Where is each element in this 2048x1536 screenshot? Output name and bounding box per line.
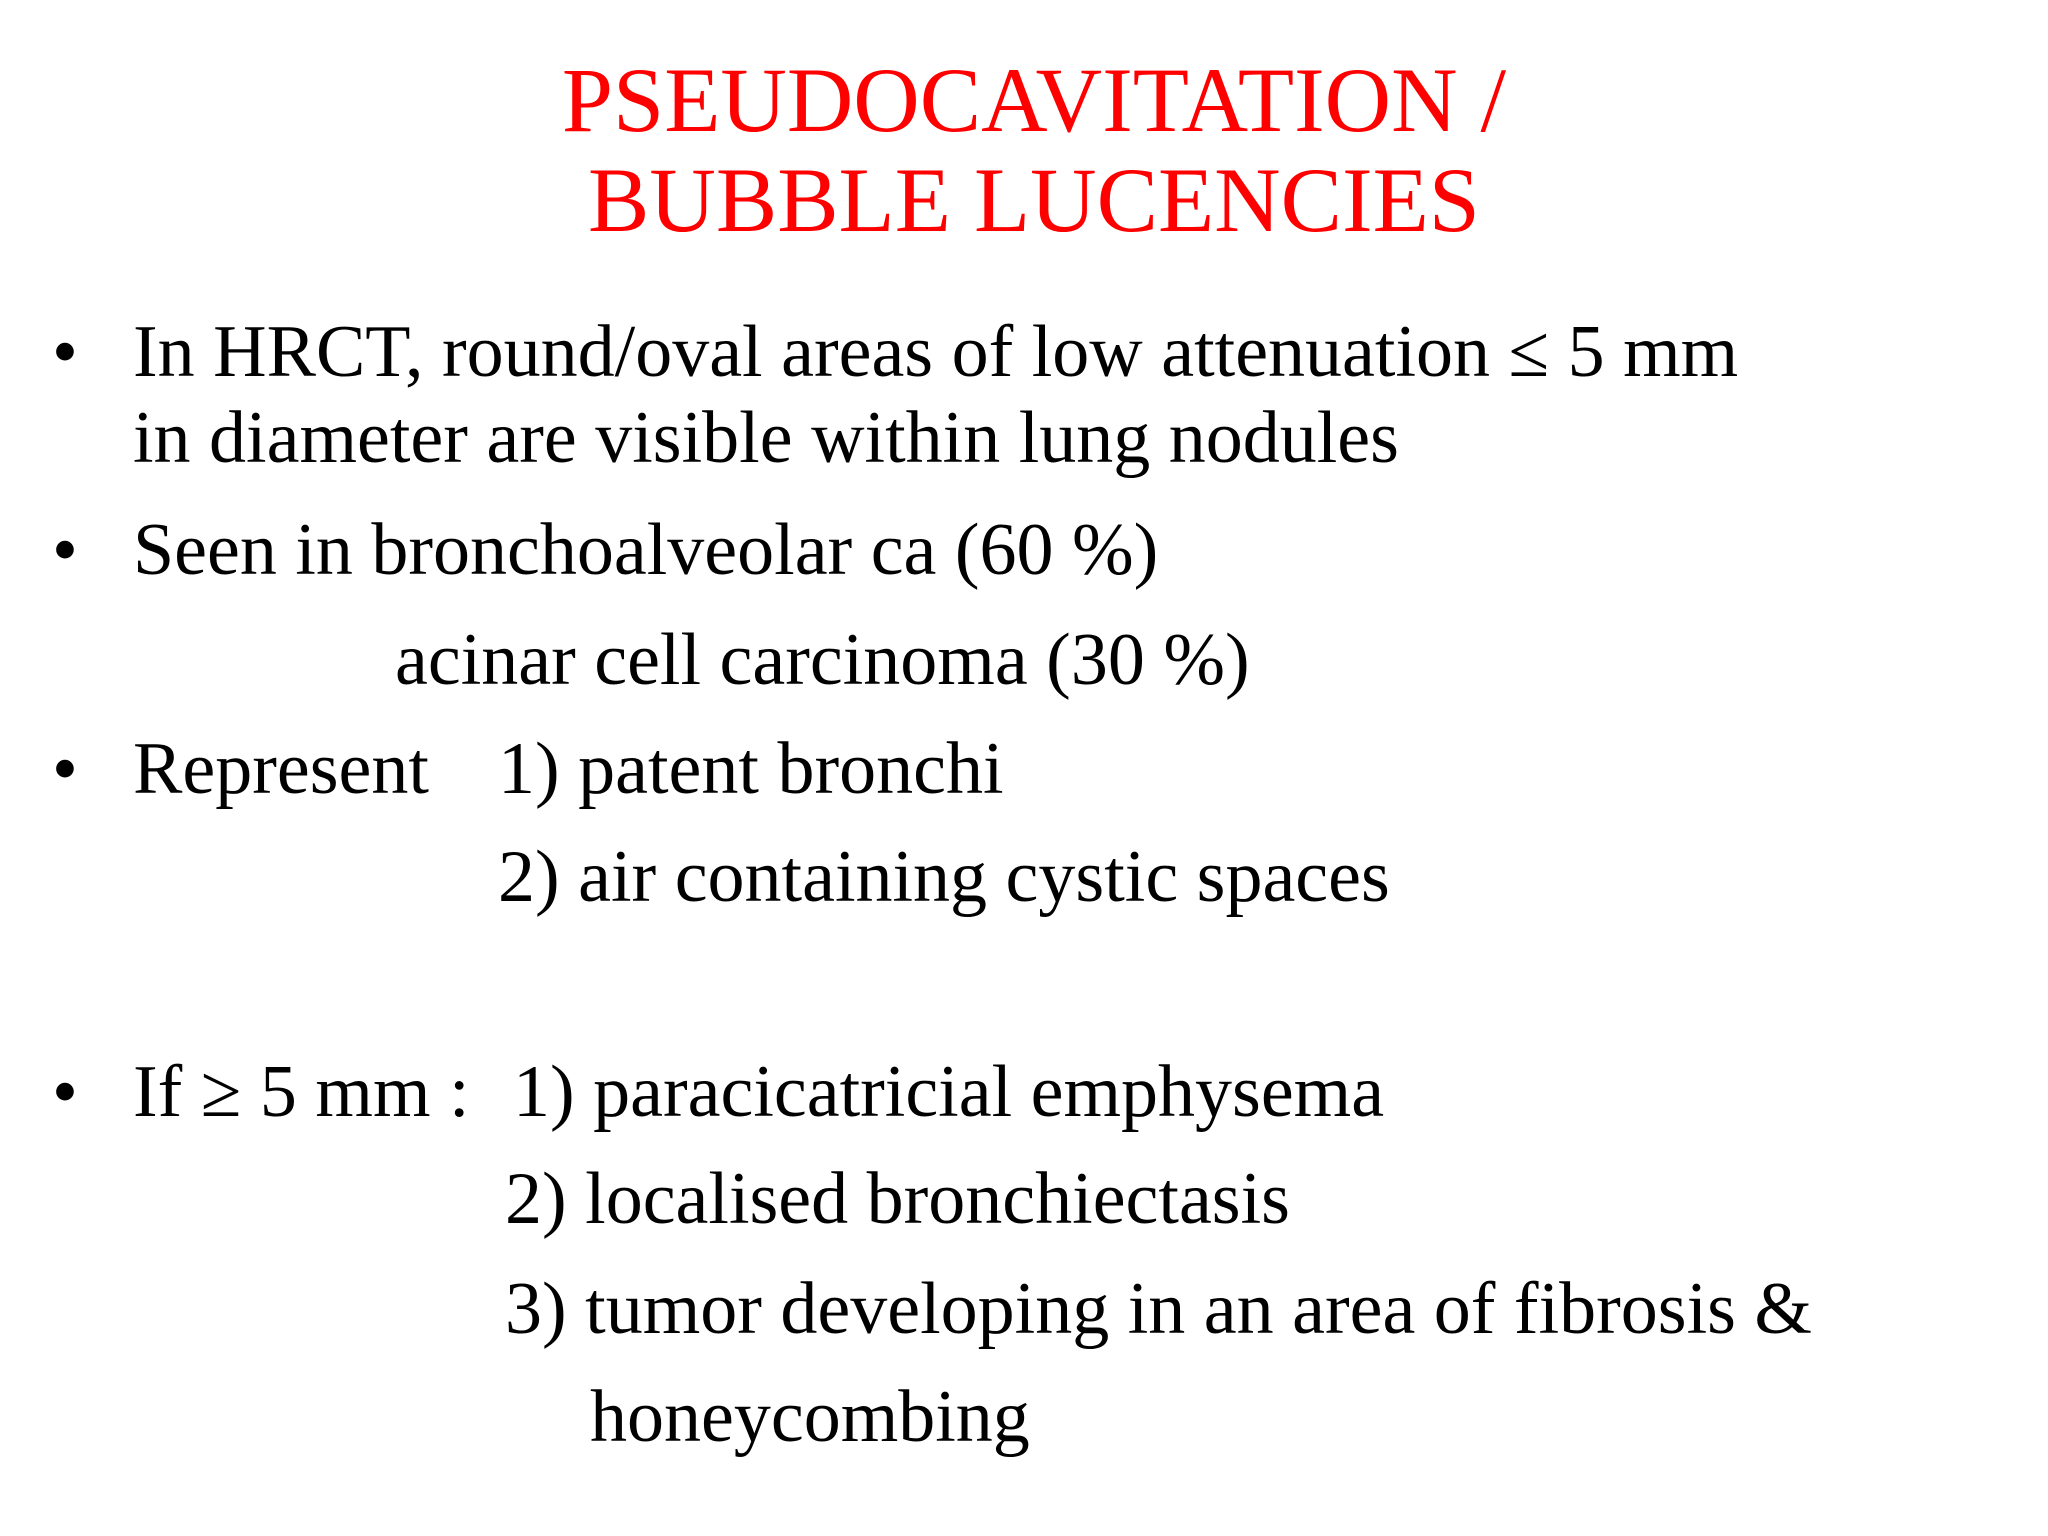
bullet-4-item-3-line-1: 3) tumor developing in an area of fibrosis & (505, 1268, 1812, 1350)
bullet-1-line-2: in diameter are visible within lung nodules (133, 397, 1399, 479)
slide-title-line-1: PSEUDOCAVITATION / (561, 49, 1507, 151)
bullet-3-marker: • (52, 728, 78, 810)
bullet-3-item-1: 1) patent bronchi (498, 728, 1004, 810)
bullet-3-lead: Represent (133, 728, 429, 810)
bullet-2-marker: • (52, 509, 78, 591)
bullet-4-lead: If ≥ 5 mm : (133, 1051, 470, 1133)
bullet-4-item-3-line-2: honeycombing (590, 1376, 1030, 1458)
bullet-2-line-2: acinar cell carcinoma (30 %) (395, 619, 1250, 701)
bullet-4-marker: • (52, 1051, 78, 1133)
bullet-4-item-1: 1) paracicatricial emphysema (513, 1051, 1385, 1133)
bullet-1-line-1: In HRCT, round/oval areas of low attenuation ≤ 5 mm (133, 311, 1739, 393)
bullet-2-line-1: Seen in bronchoalveolar ca (60 %) (133, 509, 1159, 591)
slide-title-line-2: BUBBLE LUCENCIES (588, 149, 1480, 251)
bullet-4-item-2: 2) localised bronchiectasis (505, 1158, 1290, 1240)
bullet-3-item-2: 2) air containing cystic spaces (498, 836, 1390, 918)
bullet-1-marker: • (52, 311, 78, 393)
